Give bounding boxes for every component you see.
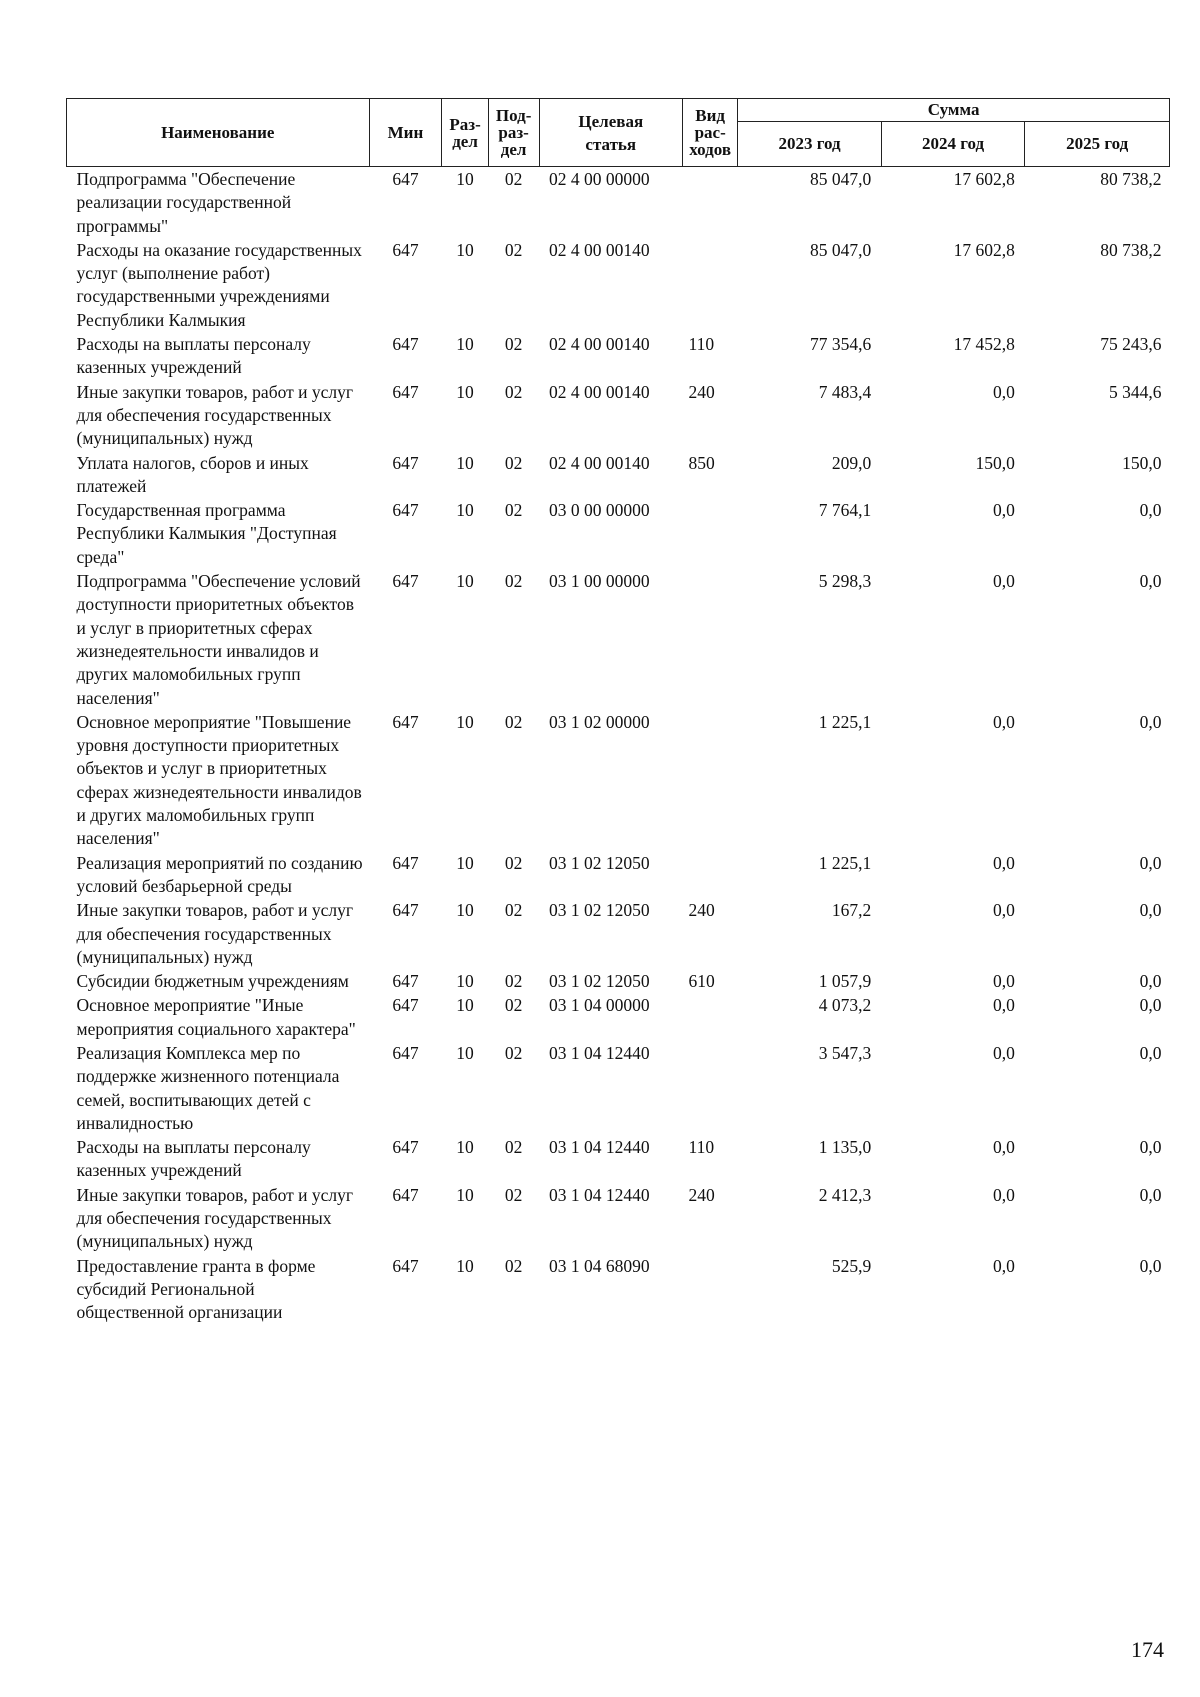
cell-2024: 0,0 — [992, 1042, 1015, 1063]
table-row — [67, 898, 1170, 969]
cell-target: 03 0 00 00000 — [549, 500, 650, 521]
table-row — [67, 167, 1170, 238]
cell-podrazdel: 02 — [504, 500, 523, 521]
cell-target: 03 1 04 68090 — [549, 1255, 650, 1276]
table-row — [67, 332, 1170, 380]
cell-name: Подпрограмма "Обеспечение условий доступности приоритетных объектов и услуг в приоритетных сферах жизнедеятельности инвалидов и других маломобильных групп населения" — [76, 571, 361, 708]
cell-2024: 0,0 — [992, 900, 1015, 921]
cell-podrazdel: 02 — [504, 1137, 523, 1158]
cell-target: 03 1 04 12440 — [549, 1137, 650, 1158]
cell-razdel: 10 — [456, 852, 474, 873]
header-2024: 2024 год — [881, 122, 1025, 167]
cell-target: 02 4 00 00140 — [549, 334, 650, 355]
cell-2024: 0,0 — [992, 381, 1015, 402]
cell-2025: 75 243,6 — [1100, 334, 1162, 355]
cell-razdel: 10 — [456, 239, 474, 260]
cell-2023: 2 412,3 — [818, 1184, 872, 1205]
cell-2025: 80 738,2 — [1100, 239, 1162, 260]
cell-vid: 850 — [688, 452, 715, 473]
cell-vid — [683, 167, 738, 238]
cell-razdel: 10 — [456, 334, 474, 355]
cell-razdel: 10 — [456, 971, 474, 992]
cell-min: 647 — [392, 571, 419, 592]
cell-2023: 5 298,3 — [818, 571, 872, 592]
cell-razdel: 10 — [456, 995, 474, 1016]
header-razdel: Раз- дел — [442, 99, 488, 167]
cell-min: 647 — [392, 852, 419, 873]
cell-podrazdel: 02 — [504, 169, 523, 189]
cell-min: 647 — [392, 995, 419, 1016]
header-name: Наименование — [67, 99, 370, 167]
cell-target: 02 4 00 00140 — [549, 239, 650, 260]
cell-name: Расходы на выплаты персоналу казенных учреждений — [76, 334, 311, 378]
cell-vid — [683, 1041, 738, 1135]
cell-2024: 0,0 — [992, 1255, 1015, 1276]
cell-2025: 0,0 — [1139, 711, 1162, 732]
cell-min: 647 — [392, 452, 419, 473]
cell-2024: 0,0 — [992, 711, 1015, 732]
cell-2025: 0,0 — [1139, 995, 1162, 1016]
cell-2023: 1 225,1 — [818, 711, 872, 732]
table-row — [67, 1135, 1170, 1183]
cell-2024: 0,0 — [992, 852, 1015, 873]
cell-2025: 0,0 — [1139, 500, 1162, 521]
cell-2025: 150,0 — [1122, 452, 1162, 473]
cell-razdel: 10 — [456, 381, 474, 402]
cell-2023: 4 073,2 — [818, 995, 872, 1016]
cell-vid: 610 — [688, 971, 715, 992]
cell-razdel: 10 — [456, 1137, 474, 1158]
cell-2024: 17 602,8 — [953, 239, 1015, 260]
cell-min: 647 — [392, 500, 419, 521]
cell-2025: 0,0 — [1139, 900, 1162, 921]
cell-vid — [683, 851, 738, 899]
table-row — [67, 1254, 1170, 1325]
cell-2023: 1 057,9 — [818, 971, 872, 992]
cell-target: 03 1 04 12440 — [549, 1042, 650, 1063]
cell-target: 03 1 02 12050 — [549, 900, 650, 921]
cell-vid: 240 — [688, 900, 715, 921]
cell-vid: 110 — [688, 1137, 715, 1158]
cell-podrazdel: 02 — [504, 334, 523, 355]
cell-min: 647 — [392, 971, 419, 992]
cell-podrazdel: 02 — [504, 1255, 523, 1276]
cell-2023: 85 047,0 — [810, 169, 872, 189]
cell-2024: 0,0 — [992, 1137, 1015, 1158]
cell-2024: 0,0 — [992, 500, 1015, 521]
cell-min: 647 — [392, 169, 419, 189]
table-row — [67, 710, 1170, 851]
cell-2025: 5 344,6 — [1109, 381, 1162, 402]
cell-2025: 0,0 — [1139, 1255, 1162, 1276]
budget-table — [66, 98, 1170, 1325]
cell-name: Предоставление гранта в форме субсидий Региональной общественной организации — [76, 1255, 316, 1323]
cell-podrazdel: 02 — [504, 381, 523, 402]
cell-2023: 1 135,0 — [818, 1137, 872, 1158]
cell-name: Реализация мероприятий по созданию условий безбарьерной среды — [76, 852, 363, 896]
cell-name: Подпрограмма "Обеспечение реализации государственной программы" — [76, 169, 296, 236]
table-row — [67, 969, 1170, 993]
cell-vid — [683, 993, 738, 1041]
table-body — [67, 167, 1170, 1325]
cell-podrazdel: 02 — [504, 1042, 523, 1063]
cell-vid — [683, 1254, 738, 1325]
cell-razdel: 10 — [456, 169, 474, 189]
cell-target: 03 1 02 12050 — [549, 852, 650, 873]
cell-target: 03 1 02 12050 — [549, 971, 650, 992]
cell-name: Субсидии бюджетным учреждениям — [76, 971, 349, 992]
cell-target: 02 4 00 00140 — [549, 381, 650, 402]
cell-2024: 0,0 — [992, 971, 1015, 992]
cell-razdel: 10 — [456, 452, 474, 473]
cell-2025: 0,0 — [1139, 1137, 1162, 1158]
cell-razdel: 10 — [456, 500, 474, 521]
cell-name: Основное мероприятие "Иные мероприятия социального характера" — [76, 995, 356, 1039]
cell-name: Расходы на выплаты персоналу казенных учреждений — [76, 1137, 311, 1181]
table-row — [67, 1183, 1170, 1254]
cell-vid — [683, 498, 738, 569]
cell-min: 647 — [392, 334, 419, 355]
table-row — [67, 451, 1170, 499]
cell-razdel: 10 — [456, 1042, 474, 1063]
cell-2023: 85 047,0 — [810, 239, 872, 260]
cell-2023: 209,0 — [831, 452, 872, 473]
cell-name: Реализация Комплекса мер по поддержке жизненного потенциала семей, воспитывающих детей с инвалидностью — [76, 1042, 340, 1133]
cell-target: 02 4 00 00140 — [549, 452, 650, 473]
page-number: 174 — [1131, 1637, 1164, 1662]
cell-min: 647 — [392, 239, 419, 260]
cell-min: 647 — [392, 1255, 419, 1276]
cell-razdel: 10 — [456, 571, 474, 592]
table-row — [67, 1041, 1170, 1135]
cell-min: 647 — [392, 711, 419, 732]
header-sum: Сумма — [738, 99, 1170, 122]
header-target: Целевая статья — [539, 99, 683, 167]
cell-name: Уплата налогов, сборов и иных платежей — [76, 452, 309, 496]
cell-target: 02 4 00 00000 — [549, 169, 650, 189]
cell-2023: 1 225,1 — [818, 852, 872, 873]
cell-2024: 0,0 — [992, 1184, 1015, 1205]
cell-podrazdel: 02 — [504, 452, 523, 473]
cell-name: Основное мероприятие "Повышение уровня доступности приоритетных объектов и услуг в приоритетных сферах жизнедеятельности инвалидов и других маломобильных групп населения" — [76, 711, 362, 849]
table-row — [67, 380, 1170, 451]
cell-min: 647 — [392, 1042, 419, 1063]
cell-2025: 0,0 — [1139, 571, 1162, 592]
table-header — [67, 99, 1170, 167]
cell-podrazdel: 02 — [504, 571, 523, 592]
cell-podrazdel: 02 — [504, 995, 523, 1016]
cell-name: Иные закупки товаров, работ и услуг для обеспечения государственных (муниципальных) нужд — [76, 900, 354, 967]
cell-min: 647 — [392, 1184, 419, 1205]
cell-podrazdel: 02 — [504, 239, 523, 260]
cell-podrazdel: 02 — [504, 1184, 523, 1205]
cell-razdel: 10 — [456, 1184, 474, 1205]
cell-2023: 3 547,3 — [818, 1042, 872, 1063]
cell-razdel: 10 — [456, 1255, 474, 1276]
cell-2023: 7 764,1 — [818, 500, 872, 521]
cell-name: Иные закупки товаров, работ и услуг для обеспечения государственных (муниципальных) нужд — [76, 1184, 354, 1252]
cell-2025: 0,0 — [1139, 1184, 1162, 1205]
cell-podrazdel: 02 — [504, 971, 523, 992]
cell-razdel: 10 — [456, 711, 474, 732]
table-row — [67, 569, 1170, 710]
cell-2024: 150,0 — [975, 452, 1015, 473]
cell-2023: 7 483,4 — [818, 381, 872, 402]
cell-name: Иные закупки товаров, работ и услуг для обеспечения государственных (муниципальных) нужд — [76, 381, 354, 449]
cell-target: 03 1 00 00000 — [549, 571, 650, 592]
cell-2023: 525,9 — [831, 1255, 872, 1276]
table-row — [67, 498, 1170, 569]
table-row — [67, 238, 1170, 332]
header-podrazdel: Под- раз- дел — [488, 99, 539, 167]
cell-2025: 0,0 — [1139, 1042, 1162, 1063]
cell-2024: 0,0 — [992, 995, 1015, 1016]
cell-vid: 240 — [688, 1184, 715, 1205]
cell-2024: 0,0 — [992, 571, 1015, 592]
cell-2024: 17 602,8 — [953, 169, 1015, 189]
cell-2025: 0,0 — [1139, 971, 1162, 992]
cell-name: Государственная программа Республики Калмыкия "Доступная среда" — [76, 500, 337, 567]
cell-podrazdel: 02 — [504, 900, 523, 921]
cell-razdel: 10 — [456, 900, 474, 921]
cell-2023: 77 354,6 — [810, 334, 872, 355]
cell-target: 03 1 04 12440 — [549, 1184, 650, 1205]
cell-vid: 240 — [688, 381, 715, 402]
cell-podrazdel: 02 — [504, 711, 523, 732]
cell-podrazdel: 02 — [504, 852, 523, 873]
header-2023: 2023 год — [738, 122, 882, 167]
cell-vid: 110 — [688, 334, 715, 355]
cell-target: 03 1 04 00000 — [549, 995, 650, 1016]
table-row — [67, 851, 1170, 899]
cell-vid — [683, 569, 738, 710]
cell-2025: 0,0 — [1139, 852, 1162, 873]
header-vid: Вид рас- ходов — [683, 99, 738, 167]
header-2025: 2025 год — [1025, 122, 1170, 167]
cell-2025: 80 738,2 — [1100, 169, 1162, 189]
cell-min: 647 — [392, 900, 419, 921]
table-row — [67, 993, 1170, 1041]
cell-min: 647 — [392, 381, 419, 402]
cell-name: Расходы на оказание государственных услуг (выполнение работ) государственными учреждениями Республики Калмыкия — [76, 239, 362, 330]
cell-vid — [683, 238, 738, 332]
cell-min: 647 — [392, 1137, 419, 1158]
cell-target: 03 1 02 00000 — [549, 711, 650, 732]
cell-2023: 167,2 — [831, 900, 872, 921]
cell-2024: 17 452,8 — [953, 334, 1015, 355]
header-min: Мин — [369, 99, 442, 167]
cell-vid — [683, 710, 738, 851]
